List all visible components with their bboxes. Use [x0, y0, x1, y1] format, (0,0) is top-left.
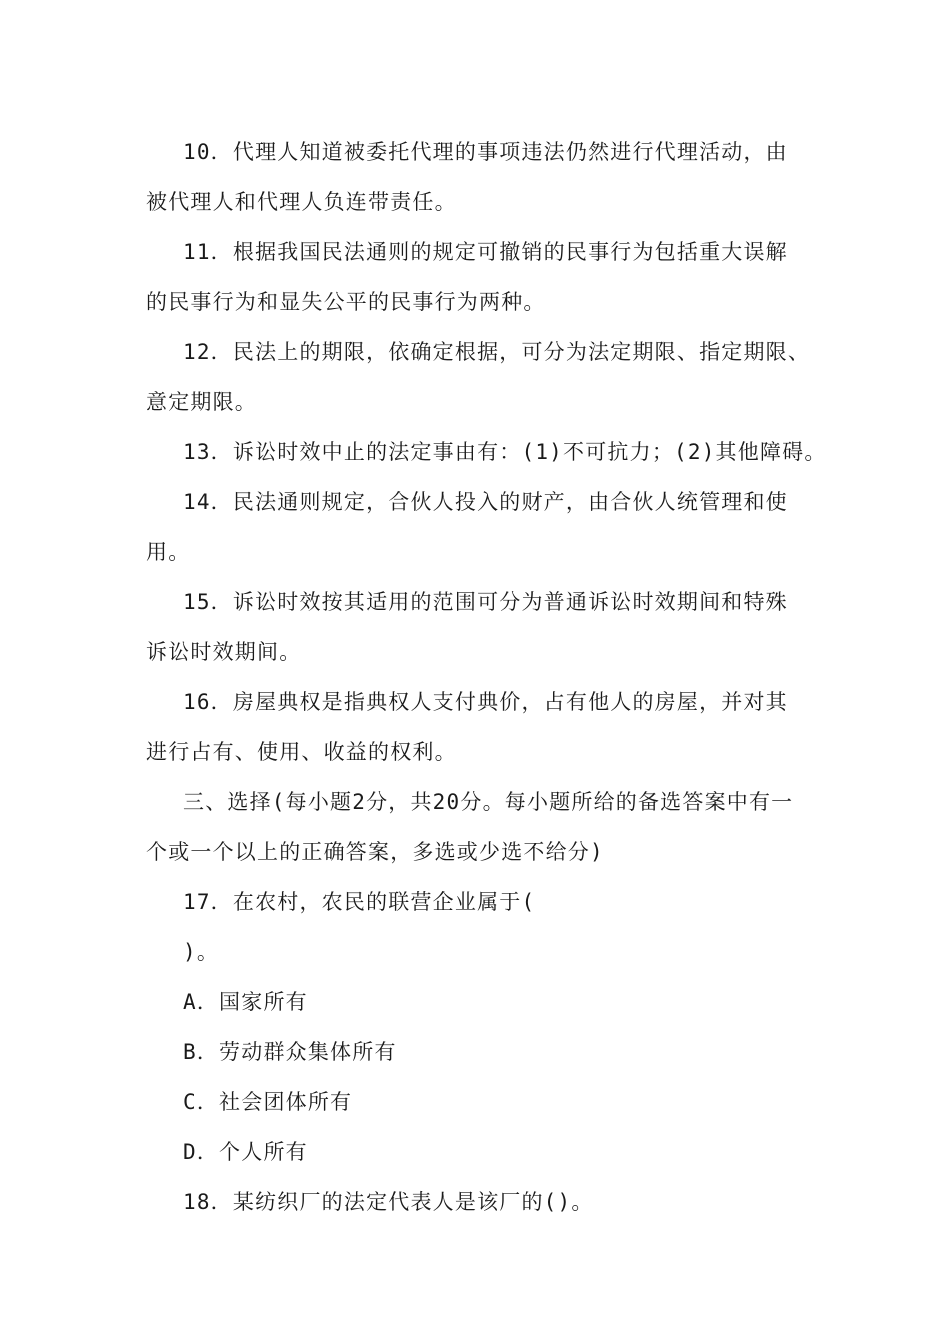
section-heading-line-1: 三、选择(每小题2分，共20分。每小题所给的备选答案中有一	[183, 790, 794, 814]
question-15-line-2: 诉讼时效期间。	[146, 640, 302, 664]
question-16-line-2: 进行占有、使用、收益的权利。	[146, 740, 457, 764]
question-14-line-2: 用。	[146, 540, 191, 564]
option-c: C．社会团体所有	[183, 1090, 353, 1114]
question-11-line-1: 11．根据我国民法通则的规定可撤销的民事行为包括重大误解	[183, 240, 788, 264]
question-11-line-2: 的民事行为和显失公平的民事行为两种。	[146, 290, 546, 314]
option-d: D．个人所有	[183, 1140, 308, 1164]
question-13-line-1: 13．诉讼时效中止的法定事由有：(1)不可抗力；(2)其他障碍。	[183, 440, 827, 464]
section-heading-line-2: 个或一个以上的正确答案，多选或少选不给分)	[146, 840, 604, 864]
question-12-line-2: 意定期限。	[146, 390, 257, 414]
question-18-line-1: 18．某纺织厂的法定代表人是该厂的()。	[183, 1190, 594, 1214]
question-17-line-1: 17．在农村，农民的联营企业属于(	[183, 890, 536, 914]
question-10-line-1: 10．代理人知道被委托代理的事项违法仍然进行代理活动，由	[183, 140, 788, 164]
question-14-line-1: 14．民法通则规定，合伙人投入的财产，由合伙人统管理和使	[183, 490, 788, 514]
question-12-line-1: 12．民法上的期限，依确定根据，可分为法定期限、指定期限、	[183, 340, 811, 364]
question-16-line-1: 16．房屋典权是指典权人支付典价，占有他人的房屋，并对其	[183, 690, 788, 714]
question-17-line-2: )。	[183, 940, 220, 964]
question-15-line-1: 15．诉讼时效按其适用的范围可分为普通诉讼时效期间和特殊	[183, 590, 788, 614]
option-a: A．国家所有	[183, 990, 308, 1014]
option-b: B．劳动群众集体所有	[183, 1040, 397, 1064]
question-10-line-2: 被代理人和代理人负连带责任。	[146, 190, 457, 214]
